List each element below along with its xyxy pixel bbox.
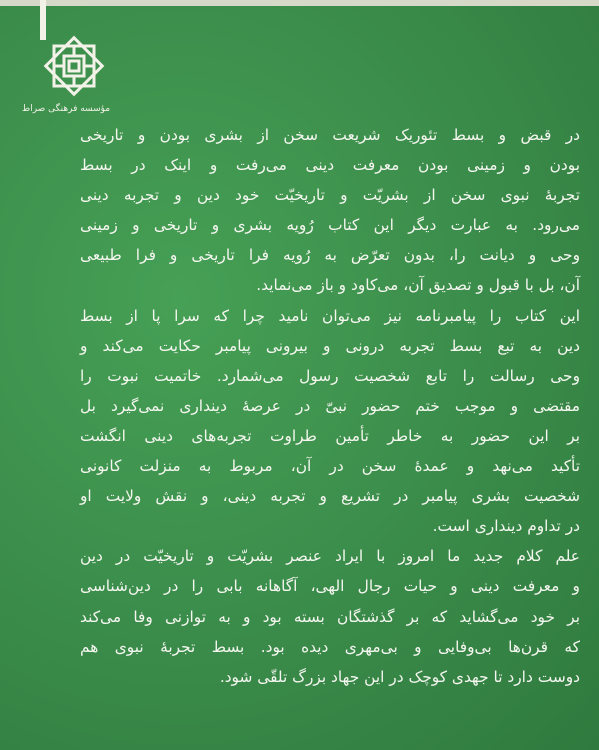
- text-line: بر خود می‌گشاید که بر گذشتگان بسته بود و به توازنی وفا می‌کند: [80, 607, 580, 626]
- text-line: در قبض و بسط تئوریک شریعت سخن از بشری بودن و تاریخی: [80, 126, 580, 144]
- text-line: می‌رود. به عبارت دیگر این کتاب رُویه بشری و تاریخی و زمینی: [80, 216, 580, 235]
- text-line: این کتاب را پیامبرنامه نیز می‌توان نامید چرا که سرا پا از بسط: [80, 306, 580, 325]
- text-line: وحی رسالت را تابع شخصیت رسول می‌شمارد. خاتمیت نبوت را: [80, 366, 580, 385]
- text-line: دوست دارد تا جهدی کوچک در این جهاد بزرگ تلقّی شود.: [219, 667, 580, 686]
- body-text: [80, 120, 580, 692]
- text-line: آن، بل با قبول و تصدیق آن، می‌کاود و باز می‌نماید.: [256, 276, 580, 295]
- publisher-caption: مؤسسه فرهنگی صراط: [21, 104, 111, 114]
- text-line: بر این حضور به خاطر تأمین طراوت تجربه‌های دینی انگشت: [80, 426, 580, 445]
- text-line: تجربهٔ نبوی سخن از بشریّت و تاریخیّت خود دین و تجربه دینی: [80, 186, 580, 205]
- text-line: تأکید می‌نهد و عمدهٔ سخن در آن، مربوط به منزلت کانونی: [80, 457, 580, 476]
- text-line: در تداوم دینداری است.: [432, 517, 580, 536]
- publisher-logo: [18, 0, 113, 120]
- seal-icon: [18, 0, 113, 120]
- text-line: دین به تبع بسط تجربه درونی و بیرونی پیامبر حکایت می‌کند و: [80, 336, 580, 355]
- text-line: بودن و زمینی بودن معرفت دینی می‌رفت و اینک در بسط: [80, 156, 580, 175]
- text-line: وحی و دیانت را، بدون تعرّض به رُویه فرا تاریخی و فرا طبیعی: [80, 246, 580, 265]
- text-line: شخصیت بشری پیامبر در تشریع و تجربه دینی، و نقش ولایت او: [80, 487, 580, 506]
- text-line: و معرفت دینی و حیات رجال الهی، آگاهانه بابی را در دین‌شناسی: [80, 577, 580, 596]
- text-line: که قرن‌ها بی‌وفایی و بی‌مهری دیده بود. بسط تجربهٔ نبوی هم: [80, 637, 580, 656]
- text-line: مقتضی و موجب ختم حضور نبیّ در عرصهٔ دینداری نمی‌گیرد بل: [80, 396, 580, 415]
- text-line: علم کلام جدید ما امروز با ایراد عنصر بشریّت و تاریخیّت در دین: [80, 547, 580, 566]
